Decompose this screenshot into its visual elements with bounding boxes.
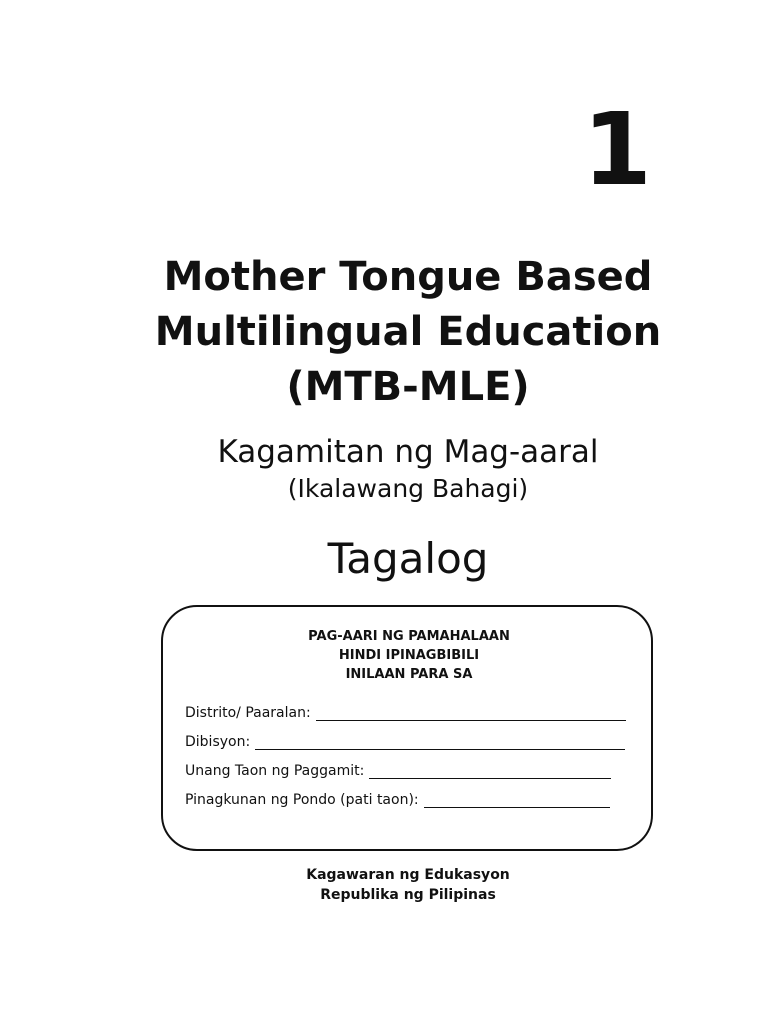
division-blank <box>255 735 625 750</box>
first-year-of-use-field <box>185 763 611 779</box>
publisher-department: Kagawaran ng Edukasyon <box>306 867 510 883</box>
ownership-heading <box>163 627 655 684</box>
division-label: Dibisyon: <box>185 734 251 750</box>
ownership-heading-line-3: INILAAN PARA SA <box>345 667 473 682</box>
subtitle: Kagamitan ng Mag-aaral <box>217 434 599 470</box>
ownership-heading-line-1: PAG-AARI NG PAMAHALAAN <box>308 629 510 644</box>
division-field <box>185 734 625 750</box>
district-school-field <box>185 705 626 721</box>
book-title <box>0 250 770 415</box>
district-school-blank <box>316 706 626 721</box>
grade-number: 1 <box>582 91 652 208</box>
title-line-1: Mother Tongue Based <box>163 254 653 300</box>
publisher-republic: Republika ng Pilipinas <box>320 887 496 903</box>
language-label: Tagalog <box>327 534 489 583</box>
ownership-heading-line-2: HINDI IPINAGBIBILI <box>338 648 480 663</box>
ownership-box <box>161 605 653 851</box>
title-line-3: (MTB-MLE) <box>286 364 530 410</box>
district-school-label: Distrito/ Paaralan: <box>185 705 311 721</box>
first-year-of-use-blank <box>369 764 611 779</box>
funding-source-blank <box>424 793 610 808</box>
funding-source-label: Pinagkunan ng Pondo (pati taon): <box>185 792 419 808</box>
publisher-footer <box>0 865 770 905</box>
title-line-2: Multilingual Education <box>154 309 662 355</box>
part-label: (Ikalawang Bahagi) <box>287 474 529 503</box>
first-year-of-use-label: Unang Taon ng Paggamit: <box>185 763 365 779</box>
funding-source-field <box>185 792 610 808</box>
